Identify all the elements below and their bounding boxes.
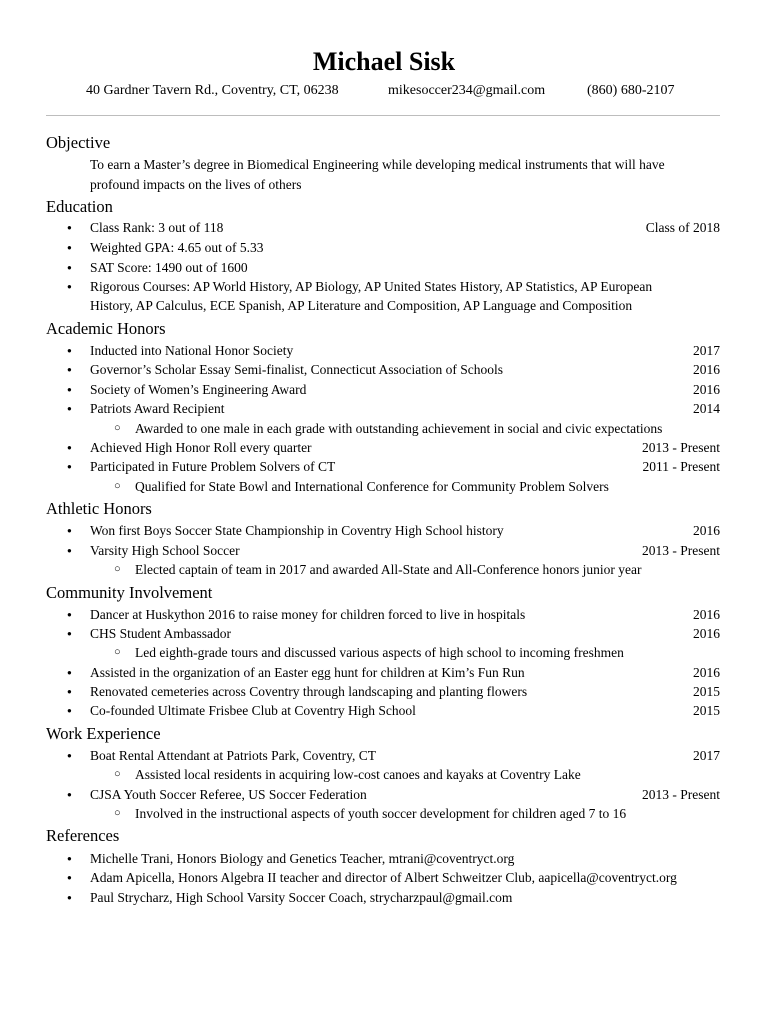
list-item [0, 682, 768, 702]
item-date: 2013 - Present [642, 787, 720, 802]
bullet-icon: ● [67, 790, 72, 799]
list-item [0, 399, 768, 419]
item-text: Qualified for State Bowl and International Conference for Community Problem Solvers [135, 479, 609, 494]
sub-bullet-icon: ○ [114, 563, 121, 575]
item-date: 2013 - Present [642, 543, 720, 558]
item-text: Participated in Future Problem Solvers of CT [90, 459, 336, 474]
sub-bullet-icon: ○ [114, 480, 121, 492]
item-text: Awarded to one male in each grade with outstanding achievement in social and civic expectations [135, 421, 663, 436]
item-text: Governor’s Scholar Essay Semi-finalist, Connecticut Association of Schools [90, 362, 503, 377]
item-text: Paul Strycharz, High School Varsity Soccer Coach, strycharzpaul@gmail.com [90, 890, 513, 905]
list-item [0, 605, 768, 625]
item-text: Patriots Award Recipient [90, 401, 225, 416]
list-item [0, 701, 768, 721]
item-text: Elected captain of team in 2017 and awarded All-State and All-Conference honors junior year [135, 562, 642, 577]
item-text: Assisted local residents in acquiring low-cost canoes and kayaks at Coventry Lake [135, 767, 581, 782]
item-text: CJSA Youth Soccer Referee, US Soccer Federation [90, 787, 367, 802]
item-text: Involved in the instructional aspects of youth soccer development for children aged 7 to 16 [135, 806, 627, 821]
bullet-icon: ● [67, 346, 72, 355]
bullet-icon: ● [67, 854, 72, 863]
item-text: Society of Women’s Engineering Award [90, 382, 307, 397]
list-item [0, 521, 768, 541]
item-date: 2014 [693, 401, 720, 416]
address: 40 Gardner Tavern Rd., Coventry, CT, 06238 [86, 83, 339, 98]
section-title-objective: Objective [46, 133, 111, 152]
item-date: 2015 [693, 703, 720, 718]
list-item [0, 360, 768, 380]
item-text: Renovated cemeteries across Coventry through landscaping and planting flowers [90, 684, 528, 699]
list-item [0, 888, 768, 908]
item-date: 2016 [693, 523, 720, 538]
bullet-icon: ● [67, 263, 72, 272]
bullet-icon: ● [67, 526, 72, 535]
bullet-icon: ● [67, 443, 72, 452]
bullet-icon: ● [67, 546, 72, 555]
bullet-icon: ● [67, 404, 72, 413]
item-date: 2016 [693, 382, 720, 397]
item-text: CHS Student Ambassador [90, 626, 232, 641]
item-date: 2016 [693, 607, 720, 622]
list-item [0, 218, 768, 238]
resume-name: Michael Sisk [312, 47, 456, 76]
bullet-icon: ● [67, 687, 72, 696]
bullet-icon: ● [67, 365, 72, 374]
list-item [0, 258, 768, 278]
bullet-icon: ● [67, 385, 72, 394]
item-date: 2016 [693, 362, 720, 377]
item-text: History, AP Calculus, ECE Spanish, AP Literature and Composition, AP Language and Composition [90, 298, 633, 313]
bullet-icon: ● [67, 610, 72, 619]
bullet-icon: ● [67, 629, 72, 638]
list-item [0, 624, 768, 644]
sub-list-item [0, 477, 768, 497]
sub-list-item [0, 765, 768, 785]
bullet-icon: ● [67, 893, 72, 902]
sub-bullet-icon: ○ [114, 422, 121, 434]
list-item [0, 380, 768, 400]
list-item [0, 438, 768, 458]
section-title-work-experience: Work Experience [46, 724, 161, 743]
item-text: Adam Apicella, Honors Algebra II teacher and director of Albert Schweitzer Club, aapicella@coventryct.org [90, 870, 677, 885]
item-text: Rigorous Courses: AP World History, AP Biology, AP United States History, AP Statistics, AP European [90, 279, 653, 294]
bullet-icon: ● [67, 282, 72, 291]
list-item [0, 541, 768, 561]
bullet-icon: ● [67, 462, 72, 471]
sub-bullet-icon: ○ [114, 807, 121, 819]
section-title-education: Education [46, 197, 113, 216]
section-title-references: References [46, 826, 120, 845]
item-date: 2016 [693, 665, 720, 680]
item-text: SAT Score: 1490 out of 1600 [90, 260, 248, 275]
item-date: 2015 [693, 684, 720, 699]
sub-list-item [0, 804, 768, 824]
item-text: Co-founded Ultimate Frisbee Club at Coventry High School [90, 703, 416, 718]
bullet-icon: ● [67, 243, 72, 252]
email[interactable]: mikesoccer234@gmail.com [388, 83, 546, 98]
item-text: Boat Rental Attendant at Patriots Park, Coventry, CT [90, 748, 376, 763]
bullet-icon: ● [67, 668, 72, 677]
item-text: Class Rank: 3 out of 118 [90, 220, 224, 235]
section-title-academic-honors: Academic Honors [46, 319, 166, 338]
item-text: Assisted in the organization of an Easter egg hunt for children at Kim’s Fun Run [90, 665, 525, 680]
list-item [0, 849, 768, 869]
list-item [0, 868, 768, 888]
item-date: 2011 - Present [642, 459, 720, 474]
item-date: 2017 [693, 748, 720, 763]
item-text: Inducted into National Honor Society [90, 343, 294, 358]
sub-list-item [0, 643, 768, 663]
item-date: 2016 [693, 626, 720, 641]
sub-list-item [0, 560, 768, 580]
sub-bullet-icon: ○ [114, 646, 121, 658]
objective-text: To earn a Master’s degree in Biomedical Engineering while developing medical instruments that will have profound impacts on the lives of others [90, 157, 665, 192]
item-text: Varsity High School Soccer [90, 543, 240, 558]
sub-list-item [0, 419, 768, 439]
item-date: 2013 - Present [642, 440, 720, 455]
header-divider [46, 115, 720, 116]
list-item [0, 341, 768, 361]
section-title-community-involvement: Community Involvement [46, 583, 213, 602]
list-item [0, 238, 768, 258]
sub-bullet-icon: ○ [114, 768, 121, 780]
item-text: Won first Boys Soccer State Championship in Coventry High School history [90, 523, 504, 538]
item-text: Michelle Trani, Honors Biology and Genetics Teacher, mtrani@coventryct.org [90, 851, 515, 866]
list-item [0, 746, 768, 766]
section-title-athletic-honors: Athletic Honors [46, 499, 152, 518]
bullet-icon: ● [67, 751, 72, 760]
bullet-icon: ● [67, 873, 72, 882]
list-item [0, 663, 768, 683]
phone: (860) 680-2107 [587, 83, 675, 98]
item-text: Dancer at Huskython 2016 to raise money for children forced to live in hospitals [90, 607, 526, 622]
list-item [0, 277, 768, 297]
list-item [0, 785, 768, 805]
bullet-icon: ● [67, 706, 72, 715]
list-item [0, 457, 768, 477]
item-text: Weighted GPA: 4.65 out of 5.33 [90, 240, 264, 255]
item-text: Led eighth-grade tours and discussed various aspects of high school to incoming freshmen [135, 645, 624, 660]
list-item-continuation [0, 296, 768, 316]
item-date: Class of 2018 [645, 220, 720, 235]
item-text: Achieved High Honor Roll every quarter [90, 440, 312, 455]
bullet-icon: ● [67, 223, 72, 232]
item-date: 2017 [693, 343, 720, 358]
